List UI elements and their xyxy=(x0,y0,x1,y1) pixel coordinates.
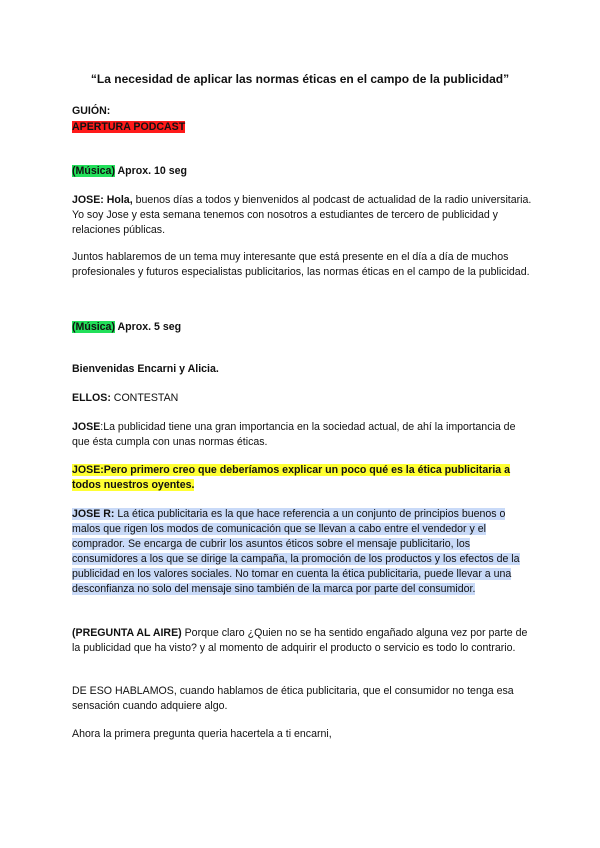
music-cue-2 xyxy=(72,320,532,335)
speaker-jose-r: JOSE R: xyxy=(72,508,115,520)
paragraph-importance xyxy=(72,420,532,450)
speaker-jose-2: JOSE xyxy=(72,421,101,433)
pregunta-text: Porque claro ¿Quien no se ha sentido engañado alguna vez por parte de la publicidad que ha visto? y al momento de adquirir el producto o servicio es todo lo contrario. xyxy=(72,627,528,654)
music-tag-1: (Música) xyxy=(72,165,115,177)
music-tag-2: (Música) xyxy=(72,321,115,333)
document-title: “La necesidad de aplicar las normas éticas en el campo de la publicidad” xyxy=(90,72,510,86)
paragraph-de-eso-hablamos: DE ESO HABLAMOS, cuando hablamos de ética publicitaria, que el consumidor no tenga esa sensación cuando adquiere algo. xyxy=(72,685,514,712)
paragraph-pregunta-aire xyxy=(72,626,532,656)
paragraph-ethics-definition xyxy=(72,507,532,597)
pregunta-label: (PREGUNTA AL AIRE) xyxy=(72,627,182,639)
question-highlight: JOSE:Pero primero creo que deberíamos explicar un poco qué es la ética publicitaria a todos nuestros oyentes. xyxy=(72,464,511,491)
paragraph-topic: Juntos hablaremos de un tema muy interesante que está presente en el día a día de muchos profesionales y futuros especialistas publicitarios, las normas éticas en el campo de la publicidad. xyxy=(72,251,530,278)
guion-label: GUIÓN: xyxy=(72,105,111,117)
music-cue-1 xyxy=(72,164,532,179)
music-time-1: Aprox. 10 seg xyxy=(114,165,188,177)
ellos-line xyxy=(72,391,532,406)
music-time-2: Aprox. 5 seg xyxy=(114,321,182,333)
welcome-line: Bienvenidas Encarni y Alicia. xyxy=(72,363,219,375)
paragraph-question xyxy=(72,463,532,493)
ellos-text: CONTESTAN xyxy=(110,392,179,404)
importance-text: :La publicidad tiene una gran importancia en la sociedad actual, de ahí la importancia de que ésta cumpla con unas normas éticas. xyxy=(72,421,516,448)
paragraph-primera-pregunta: Ahora la primera pregunta queria hacertela a ti encarni, xyxy=(72,728,332,740)
definition-text: La ética publicitaria es la que hace referencia a un conjunto de principios buenos o malos que rigen los modos de comunicación que se llevan a cabo entre el vendedor y el comprador. Se encarga de cubrir los asuntos éticos sobre el mensaje publicitario, los consumidores a los que se dirige la campaña, la promoción de los productos y los efectos de la publicidad en los valores sociales. No tomar en cuenta la ética publicitaria, puede llevar a una desconfianza no solo del mensaje sino también de la marca por parte del consumidor. xyxy=(72,508,520,595)
speaker-jose-1: JOSE: Hola, xyxy=(72,194,133,206)
apertura-heading xyxy=(72,120,532,135)
intro-text: buenos días a todos y bienvenidos al podcast de actualidad de la radio universitaria. Yo soy Jose y esta semana tenemos con nosotros a estudiantes de tercero de publicidad y relaciones públicas. xyxy=(72,194,532,236)
definition-highlight xyxy=(72,508,520,595)
ellos-label: ELLOS: xyxy=(72,392,111,404)
paragraph-intro xyxy=(72,193,532,238)
apertura-highlight: APERTURA PODCAST xyxy=(72,121,186,133)
